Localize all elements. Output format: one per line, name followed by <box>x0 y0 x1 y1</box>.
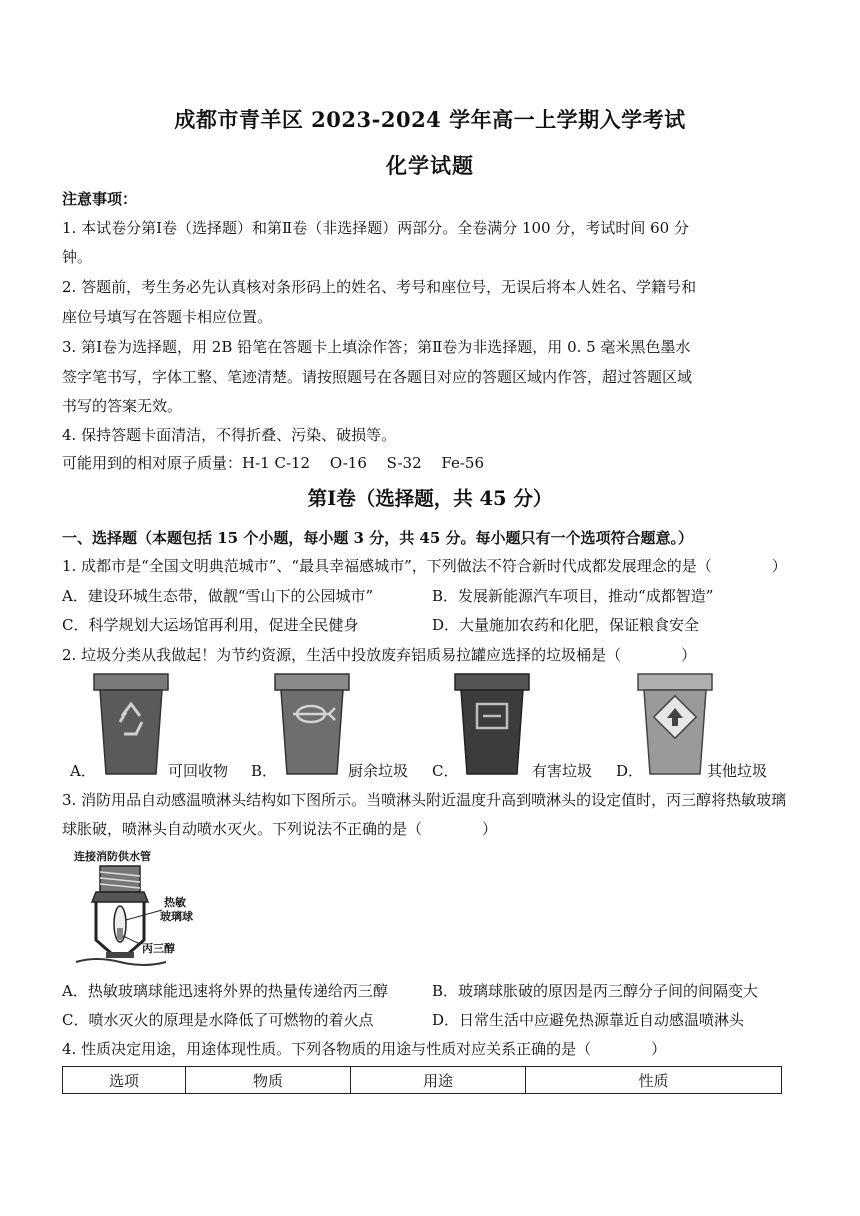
question-1-option-c: C．科学规划大运场馆再利用，促进全民健身 <box>62 616 359 634</box>
question-3-option-d: D．日常生活中应避免热源靠近自动感温喷淋头 <box>432 1011 745 1029</box>
exam-title: 成都市青羊区 2023-2024 学年高一上学期入学考试 <box>174 107 686 132</box>
notes-line: 签字笔书写，字体工整、笔迹清楚。请按照题号在各题目对应的答题区域内作答，超过答题区域 <box>62 368 693 386</box>
question-3-option-c: C．喷水灭火的原理是水降低了可燃物的着火点 <box>62 1011 374 1029</box>
question-1-stem: 1. 成都市是“全国文明典范城市”、“最具幸福感城市”，下列做法不符合新时代成都发展理念的是（ ） <box>62 557 787 575</box>
question-1-option-b: B．发展新能源汽车项目，推动“成都智造” <box>432 587 714 605</box>
notes-line: 2. 答题前，考生务必先认真核对条形码上的姓名、考号和座位号，无误后将本人姓名、学籍号和 <box>62 278 697 296</box>
notes-line: 钟。 <box>62 248 93 266</box>
bin-option-letter: B． <box>251 762 278 780</box>
question-4-stem: 4. 性质决定用途，用途体现性质。下列各物质的用途与性质对应关系正确的是（ ） <box>62 1040 667 1058</box>
hazardous-bin-image <box>453 672 531 776</box>
section-title: 第Ⅰ卷（选择题，共 45 分） <box>307 487 553 510</box>
bin-label-kitchen: 厨余垃圾 <box>348 762 409 780</box>
sprinkler-label-glass: 玻璃球 <box>160 910 193 923</box>
bin-option-letter: C． <box>432 762 459 780</box>
table-header-cell: 用途 <box>351 1067 526 1094</box>
notes-line: 座位号填写在答题卡相应位置。 <box>62 308 273 326</box>
table-header-cell: 选项 <box>63 1067 186 1094</box>
kitchen-bin-image <box>273 672 351 776</box>
bin-label-recyclable: 可回收物 <box>168 762 229 780</box>
bin-option-letter: D． <box>616 762 644 780</box>
table-header-row <box>63 1067 782 1094</box>
sprinkler-label-glycerol: 丙三醇 <box>142 942 175 955</box>
atomic-mass-line: 可能用到的相对原子质量：H-1 C-12 O-16 S-32 Fe-56 <box>62 454 485 472</box>
notes-line: 1. 本试卷分第Ⅰ卷（选择题）和第Ⅱ卷（非选择题）两部分。全卷满分 100 分，考试时间 60 分 <box>62 219 689 237</box>
section-instruction: 一、选择题（本题包括 15 个小题，每小题 3 分，共 45 分。每小题只有一个选项符合题意。） <box>62 529 694 547</box>
question-3-stem: 3. 消防用品自动感温喷淋头结构如下图所示。当喷淋头附近温度升高到喷淋头的设定值时，丙三醇将热敏玻璃 <box>62 791 787 809</box>
question-4-table <box>62 1066 782 1094</box>
question-3-option-a: A．热敏玻璃球能迅速将外界的热量传递给丙三醇 <box>62 982 388 1000</box>
recyclable-bin-image <box>92 672 170 776</box>
sprinkler-label-glass: 热敏 <box>164 896 186 909</box>
question-2-stem: 2. 垃圾分类从我做起！为节约资源，生活中投放废弃铝质易拉罐应选择的垃圾桶是（ ） <box>62 646 697 664</box>
question-3-stem: 球胀破，喷淋头自动喷水灭火。下列说法不正确的是（ ） <box>62 820 498 838</box>
table-header-cell: 物质 <box>186 1067 351 1094</box>
other-bin-image <box>636 672 714 776</box>
table-header-cell: 性质 <box>526 1067 782 1094</box>
question-1-option-a: A．建设环城生态带，做靓“雪山下的公园城市” <box>62 587 374 605</box>
question-3-option-b: B．玻璃球胀破的原因是丙三醇分子间的间隔变大 <box>432 982 759 1000</box>
bin-label-other: 其他垃圾 <box>707 762 768 780</box>
notes-line: 书写的答案无效。 <box>62 397 183 415</box>
notes-line: 3. 第Ⅰ卷为选择题，用 2B 铅笔在答题卡上填涂作答；第Ⅱ卷为非选择题，用 0. 5 毫米黑色墨水 <box>62 338 691 356</box>
question-1-option-d: D．大量施加农药和化肥，保证粮食安全 <box>432 616 700 634</box>
sprinkler-label-pipe: 连接消防供水管 <box>74 850 151 863</box>
exam-subtitle: 化学试题 <box>386 153 474 178</box>
bin-option-letter: A． <box>70 762 96 780</box>
notes-line: 4. 保持答题卡面清洁，不得折叠、污染、破损等。 <box>62 426 397 444</box>
bin-label-hazardous: 有害垃圾 <box>532 762 593 780</box>
notes-heading: 注意事项： <box>62 190 138 208</box>
